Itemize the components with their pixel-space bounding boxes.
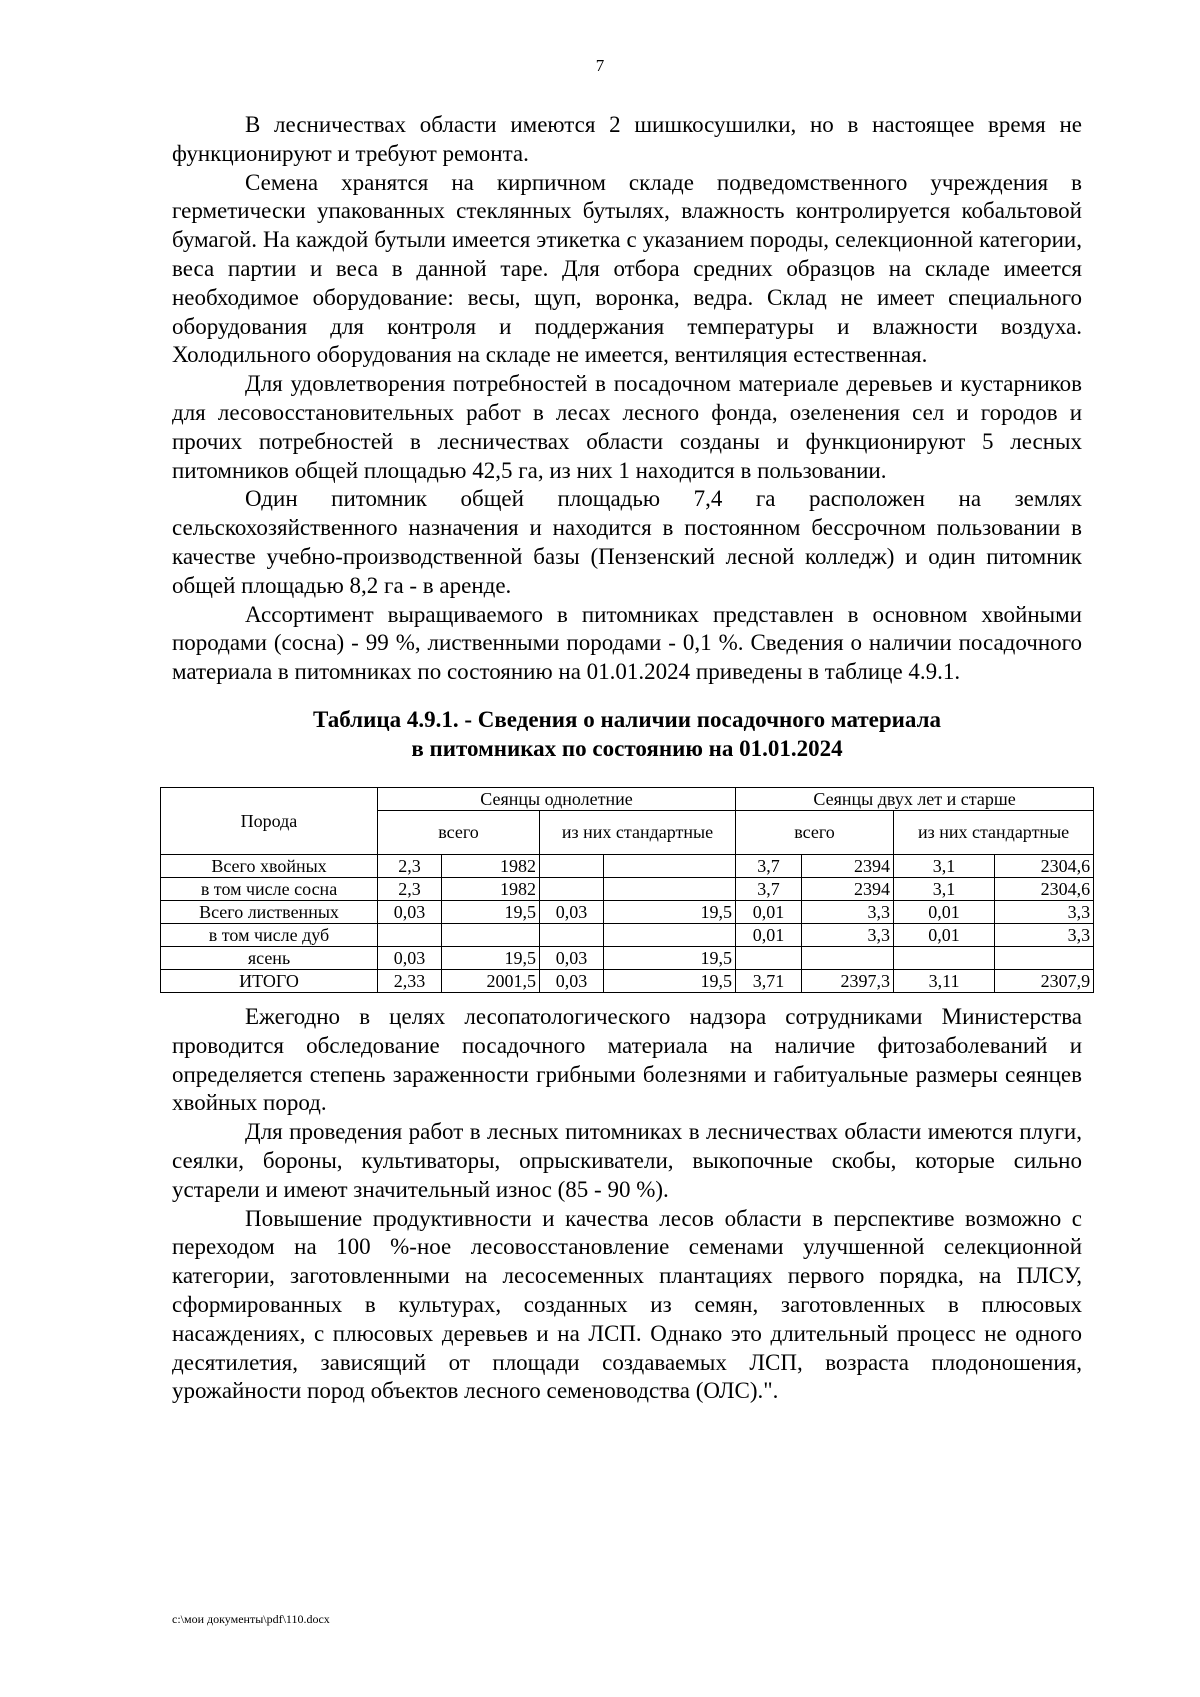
table-cell: 19,5 [442, 900, 540, 923]
table-cell: 3,71 [736, 969, 802, 992]
table-row [161, 854, 1094, 877]
table-cell-breed: в том числе сосна [161, 877, 378, 900]
table-cell: 3,1 [894, 877, 995, 900]
table-row [161, 923, 1094, 946]
table-cell-breed: Всего лиственных [161, 900, 378, 923]
table-cell: 3,7 [736, 877, 802, 900]
paragraph: В лесничествах области имеются 2 шишкосушилки, но в настоящее время не функционируют и требуют ремонта. [172, 112, 1082, 166]
paragraph: Один питомник общей площадью 7,4 га расположен на землях сельскохозяйственного назначения и находится в постоянном бессрочном пользовании в качестве учебно-производственной базы (Пензенский лесной колледж) и один питомник общей площадью 8,2 га - в аренде. [172, 486, 1082, 598]
header-standard: из них стандартные [540, 810, 736, 854]
table-cell [540, 877, 604, 900]
paragraph: Ассортимент выращиваемого в питомниках представлен в основном хвойными породами (сосна) - 99 %, лиственными породами - 0,1 %. Сведения о наличии посадочного материала в питомниках по состоянию на 01.01.2024 приведены в таблице 4.9.1. [172, 601, 1082, 685]
paragraph: Для проведения работ в лесных питомниках в лесничествах области имеются плуги, сеялки, бороны, культиваторы, опрыскиватели, выкопочные скобы, которые сильно устарели и имеют значительный износ (85 - 90 %). [172, 1119, 1082, 1202]
table-title-line: в питомниках по состоянию на 01.01.2024 [411, 735, 843, 761]
table-cell: 0,03 [540, 946, 604, 969]
table-cell: 0,01 [894, 923, 995, 946]
table-cell [540, 854, 604, 877]
paragraph: Ежегодно в целях лесопатологического надзора сотрудниками Министерства проводится обследование посадочного материала на наличие фитозаболеваний и определяется степень зараженности грибными болезнями и габитуальные размеры сеянцев хвойных пород. [172, 1003, 1082, 1116]
table-cell-breed: Всего хвойных [161, 854, 378, 877]
table-cell [995, 946, 1094, 969]
table-cell: 2001,5 [442, 969, 540, 992]
table-cell: 2397,3 [802, 969, 894, 992]
table-cell: 19,5 [604, 900, 736, 923]
table-cell: 3,7 [736, 854, 802, 877]
seedling-table-wrapper [160, 787, 1093, 993]
table-cell: 3,1 [894, 854, 995, 877]
table-cell: 2394 [802, 854, 894, 877]
table-cell-breed: ИТОГО [161, 969, 378, 992]
paragraph: Семена хранятся на кирпичном складе подведомственного учреждения в герметически упакованных стеклянных бутылях, влажность контролируется кобальтовой бумагой. На каждой бутыли имеется этикетка с указанием породы, селекционной категории, веса партии и веса в данной таре. Для отбора средних образцов на складе имеется необходимое оборудование: весы, щуп, воронка, ведра. Склад не имеет специального оборудования для контроля и поддержания температуры и влажности воздуха. Холодильного оборудования на складе не имеется, вентиляция естественная. [172, 169, 1082, 368]
table-cell: 2307,9 [995, 969, 1094, 992]
header-standard: из них стандартные [894, 810, 1094, 854]
table-cell-breed: ясень [161, 946, 378, 969]
table-cell: 0,03 [540, 900, 604, 923]
header-group-one-year: Сеянцы однолетние [378, 787, 736, 810]
table-cell: 0,03 [540, 969, 604, 992]
table-cell: 19,5 [442, 946, 540, 969]
page-number: 7 [595, 56, 605, 75]
footer-file-path: c:\мои документы\pdf\110.docx [172, 1612, 330, 1626]
table-header-row [161, 787, 1094, 810]
table-cell: 3,3 [995, 923, 1094, 946]
table-cell [604, 854, 736, 877]
table-row [161, 877, 1094, 900]
table-row [161, 946, 1094, 969]
table-cell: 3,11 [894, 969, 995, 992]
table-cell: 0,01 [894, 900, 995, 923]
table-cell: 0,03 [378, 900, 442, 923]
table-cell: 2,3 [378, 877, 442, 900]
document-body-bottom [172, 1003, 1082, 1406]
table-cell: 3,3 [802, 900, 894, 923]
table-row [161, 969, 1094, 992]
table-row [161, 900, 1094, 923]
table-title-line: Таблица 4.9.1. - Сведения о наличии посадочного материала [312, 706, 942, 732]
table-cell: 19,5 [604, 969, 736, 992]
table-cell: 2304,6 [995, 854, 1094, 877]
table-cell-breed: в том числе дуб [161, 923, 378, 946]
table-body [161, 854, 1094, 992]
table-cell [736, 946, 802, 969]
table-cell [604, 923, 736, 946]
header-total: всего [736, 810, 894, 854]
paragraph: Повышение продуктивности и качества лесов области в перспективе возможно с переходом на 100 %-ное лесовосстановление семенами улучшенной селекционной категории, заготовленными на лесосеменных плантациях первого порядка, на ПЛСУ, сформированных в культурах, созданных из семян, заготовленных в плюсовых насаждениях, с плюсовых деревьев и на ЛСП. Однако это длительный процесс не одного десятилетия, зависящий от площади создаваемых ЛСП, возраста плодоношения, урожайности пород объектов лесного семеноводства (ОЛС).". [172, 1205, 1082, 1404]
table-cell [442, 923, 540, 946]
table-cell: 2,3 [378, 854, 442, 877]
table-cell: 2,33 [378, 969, 442, 992]
table-cell [604, 877, 736, 900]
header-total: всего [378, 810, 540, 854]
table-cell: 3,3 [802, 923, 894, 946]
header-group-two-year: Сеянцы двух лет и старше [736, 787, 1094, 810]
table-cell [802, 946, 894, 969]
table-cell: 0,03 [378, 946, 442, 969]
table-cell [378, 923, 442, 946]
table-cell [894, 946, 995, 969]
table-cell: 0,01 [736, 923, 802, 946]
table-cell: 19,5 [604, 946, 736, 969]
table-cell [540, 923, 604, 946]
seedling-table [160, 787, 1094, 993]
table-cell: 0,01 [736, 900, 802, 923]
table-cell: 2304,6 [995, 877, 1094, 900]
header-breed: Порода [161, 787, 378, 854]
document-body [172, 111, 1091, 1406]
paragraph: Для удовлетворения потребностей в посадочном материале деревьев и кустарников для лесовосстановительных работ в лесах лесного фонда, озеленения сел и городов и прочих потребностей в лесничествах области созданы и функционируют 5 лесных питомников общей площадью 42,5 га, из них 1 находится в пользовании. [172, 371, 1082, 483]
table-cell: 1982 [442, 854, 540, 877]
table-title [172, 705, 1082, 763]
table-cell: 3,3 [995, 900, 1094, 923]
table-cell: 1982 [442, 877, 540, 900]
table-cell: 2394 [802, 877, 894, 900]
